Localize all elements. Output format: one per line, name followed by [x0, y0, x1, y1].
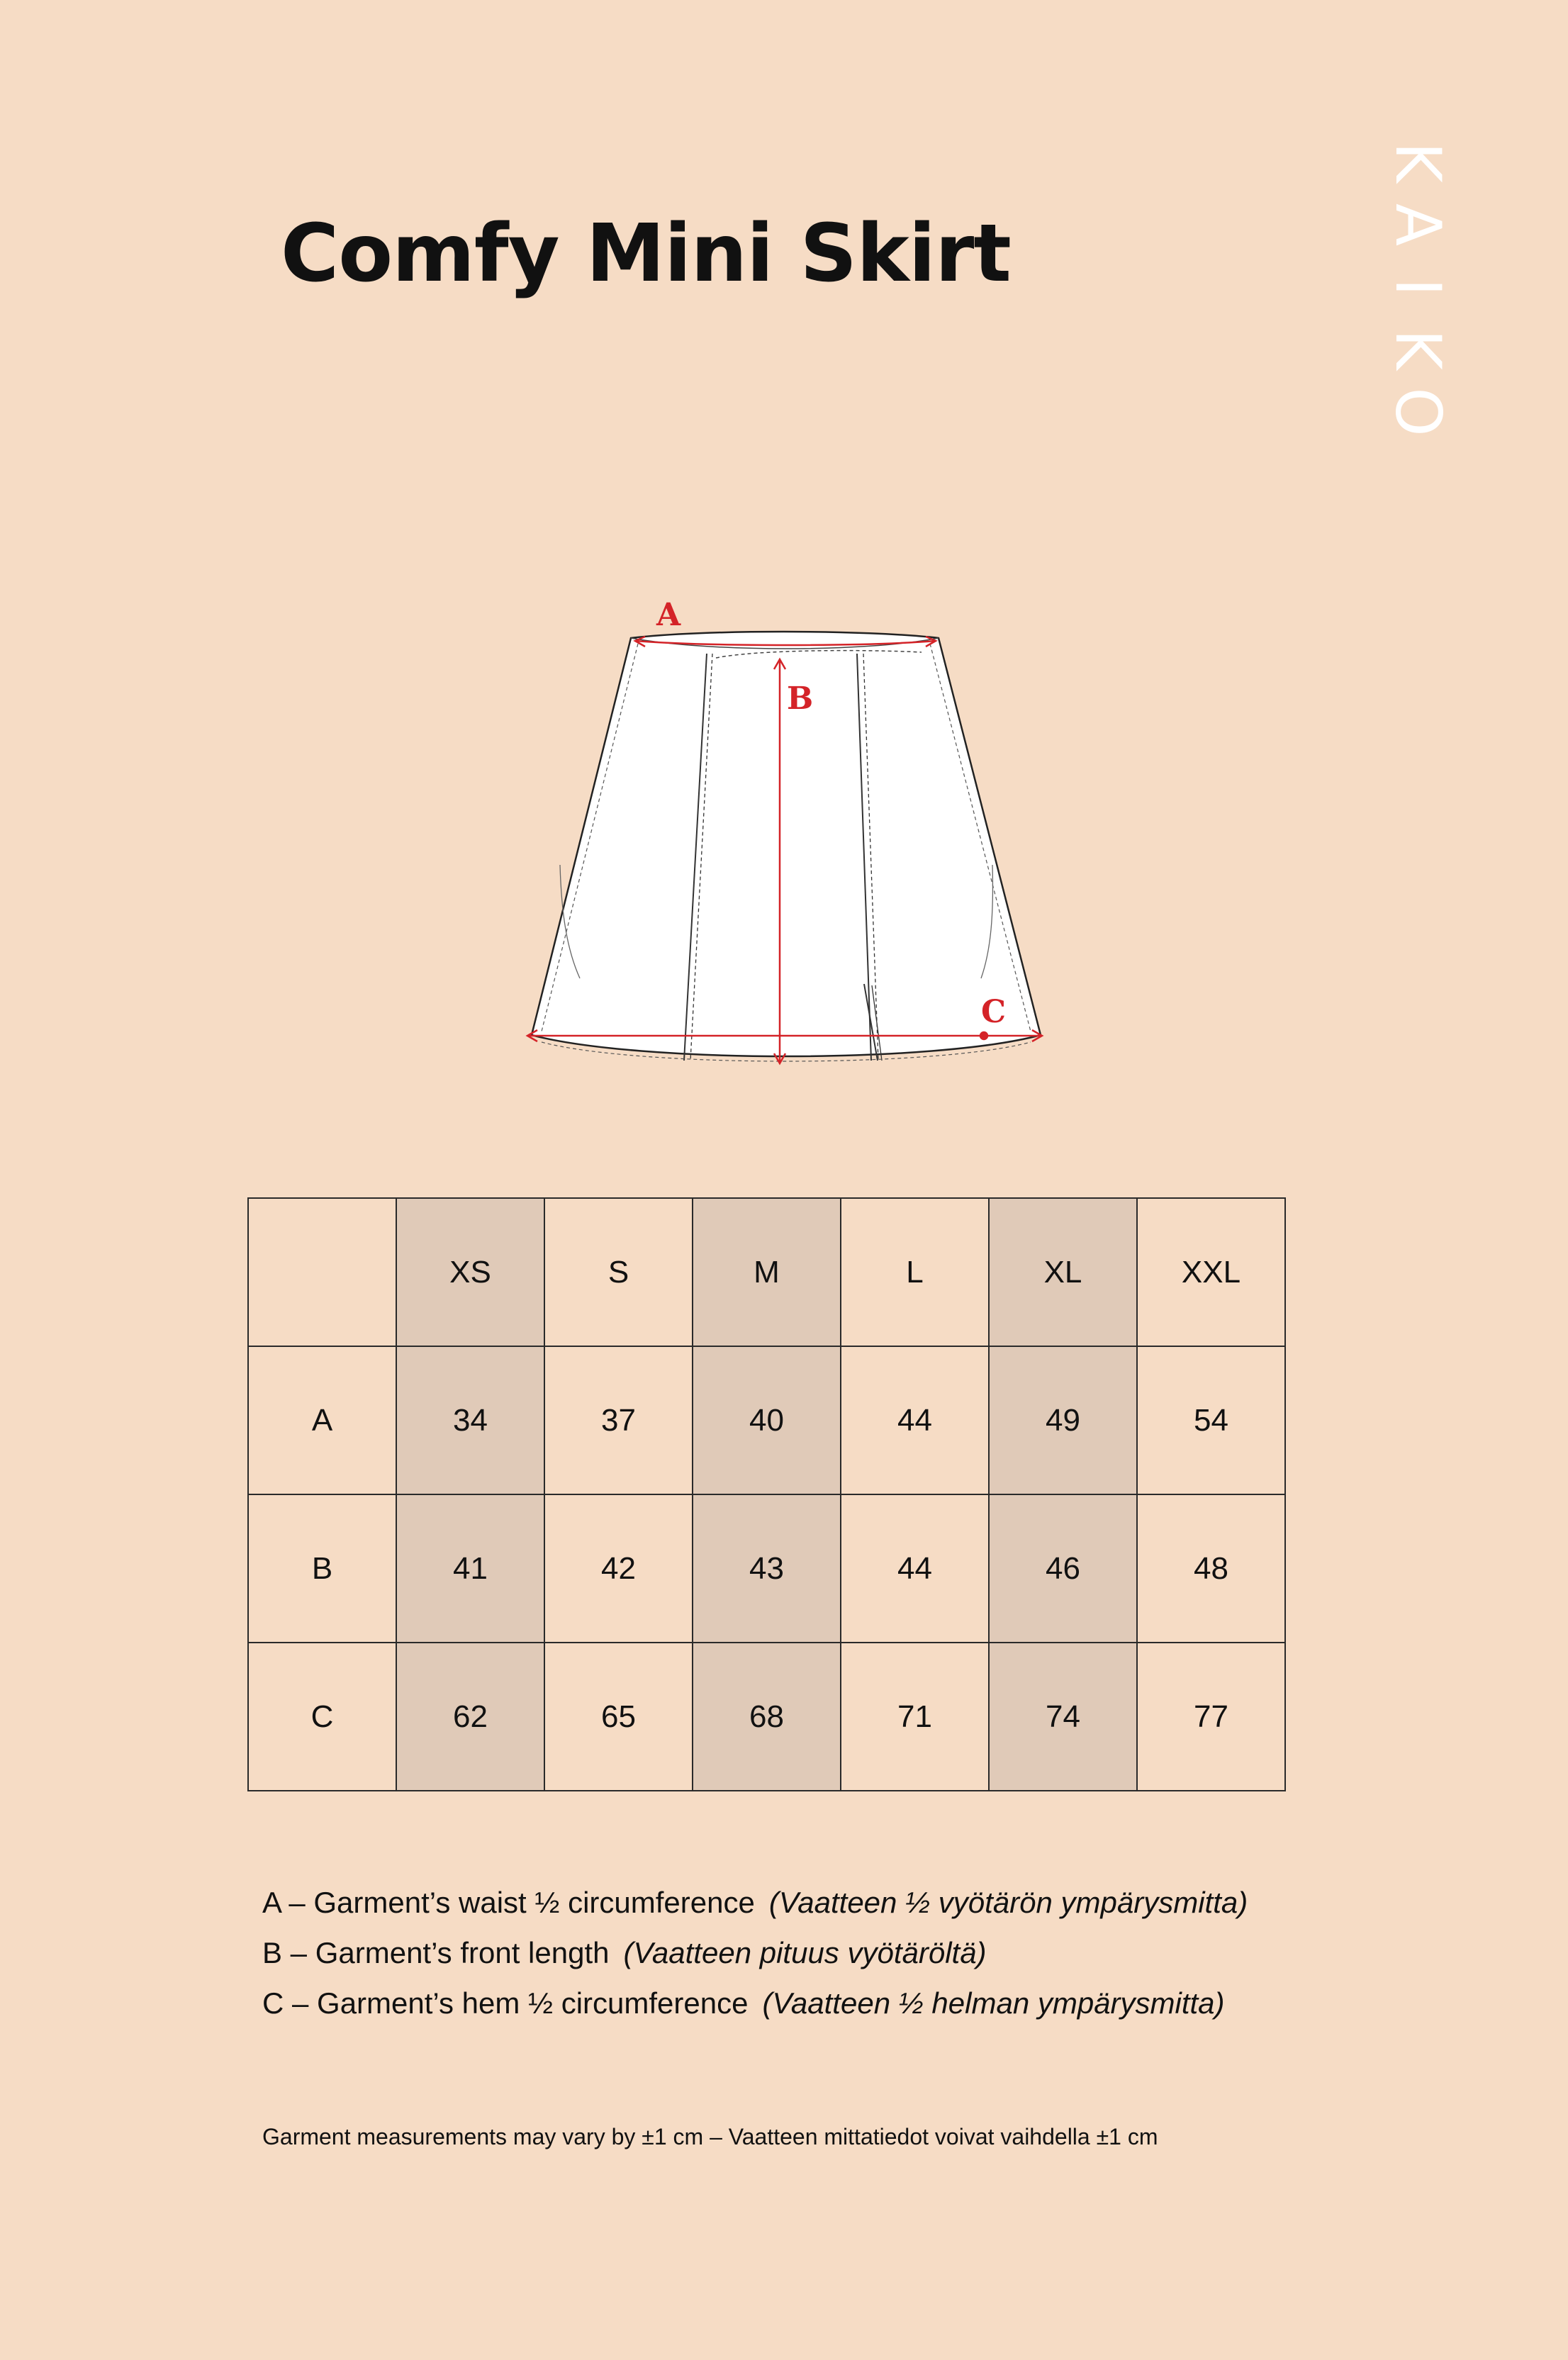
table-cell: 44	[841, 1494, 989, 1643]
row-label: B	[248, 1494, 396, 1643]
table-cell: 43	[693, 1494, 841, 1643]
table-header-cell: L	[841, 1198, 989, 1346]
table-row	[248, 1494, 1285, 1643]
table-header-cell: M	[693, 1198, 841, 1346]
table-header-cell	[248, 1198, 396, 1346]
table-cell: 44	[841, 1346, 989, 1494]
measurement-note: Garment measurements may vary by ±1 cm – Vaatteen mittatiedot voivat vaihdella ±1 cm	[262, 2124, 1158, 2149]
table-header-cell: S	[544, 1198, 693, 1346]
brand-letter: K	[1382, 329, 1455, 370]
table-header-cell: XXL	[1137, 1198, 1285, 1346]
table-row	[248, 1643, 1285, 1791]
brand-letter: K	[1382, 142, 1455, 183]
brand-letter: I	[1382, 278, 1455, 296]
skirt-diagram	[496, 581, 1077, 1078]
measure-c-label: C	[981, 994, 1007, 1030]
table-cell: 40	[693, 1346, 841, 1494]
table-cell: 68	[693, 1643, 841, 1791]
page-title: Comfy Mini Skirt	[281, 208, 1011, 300]
table-cell: 74	[989, 1643, 1137, 1791]
brand-logo	[1379, 131, 1457, 437]
table-cell: 62	[396, 1643, 544, 1791]
table-cell: 54	[1137, 1346, 1285, 1494]
skirt-outline	[532, 632, 1041, 1056]
row-label: C	[248, 1643, 396, 1791]
table-cell: 42	[544, 1494, 693, 1643]
size-table	[247, 1197, 1286, 1791]
table-cell: 65	[544, 1643, 693, 1791]
legend-translation: (Vaatteen ½ vyötärön ympärysmitta)	[768, 1886, 1248, 1919]
table-cell: 48	[1137, 1494, 1285, 1643]
table-cell: 37	[544, 1346, 693, 1494]
table-header-cell: XL	[989, 1198, 1137, 1346]
legend-translation: (Vaatteen pituus vyötäröltä)	[623, 1936, 987, 1969]
legend-text: B – Garment’s front length	[262, 1936, 610, 1969]
row-label: A	[248, 1346, 396, 1494]
table-header-cell: XS	[396, 1198, 544, 1346]
table-cell: 34	[396, 1346, 544, 1494]
table-header-row	[248, 1198, 1285, 1346]
measure-b-label: B	[787, 681, 814, 717]
table-cell: 49	[989, 1346, 1137, 1494]
measurement-legend	[262, 1877, 1248, 2028]
legend-item-b	[262, 1928, 1248, 1978]
legend-item-a	[262, 1877, 1248, 1928]
measure-a-label: A	[656, 597, 681, 633]
table-cell: 41	[396, 1494, 544, 1643]
table-cell: 46	[989, 1494, 1137, 1643]
brand-letter: O	[1382, 387, 1455, 437]
legend-item-c	[262, 1978, 1248, 2028]
table-row	[248, 1346, 1285, 1494]
brand-letter: A	[1382, 203, 1455, 247]
table-cell: 77	[1137, 1643, 1285, 1791]
legend-text: A – Garment’s waist ½ circumference	[262, 1886, 755, 1919]
legend-text: C – Garment’s hem ½ circumference	[262, 1986, 749, 2020]
legend-translation: (Vaatteen ½ helman ympärysmitta)	[762, 1986, 1225, 2020]
table-cell: 71	[841, 1643, 989, 1791]
